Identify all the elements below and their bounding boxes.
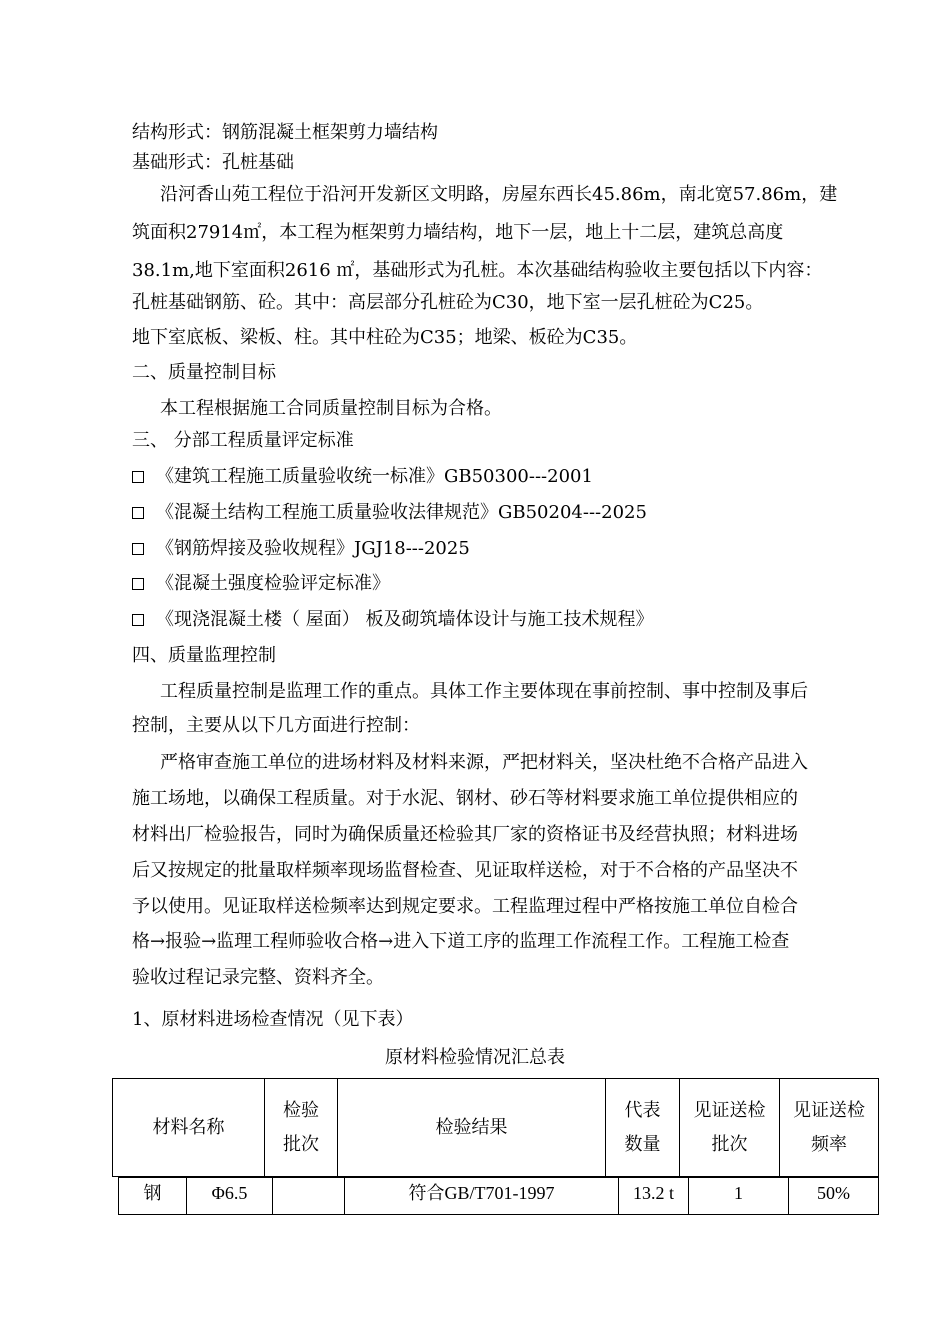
structure-line: 结构形式：钢筋混凝土框架剪力墙结构 bbox=[132, 122, 438, 143]
standard-item: 《混凝土结构工程施工质量验收法律规范》GB50204---2025 bbox=[132, 501, 647, 525]
overview-paragraph-line: 筑面积27914㎡，本工程为框架剪力墙结构，地下一层，地上十二层，建筑总高度 bbox=[132, 222, 784, 243]
table-row bbox=[119, 1178, 879, 1215]
overview-paragraph-line: 地下室底板、梁板、柱。其中柱砼为C35；地梁、板砼为C35。 bbox=[132, 327, 638, 348]
quality-target-text: 本工程根据施工合同质量控制目标为合格。 bbox=[160, 398, 502, 419]
standard-item: 《混凝土强度检验评定标准》 bbox=[132, 572, 390, 596]
overview-paragraph-line: 沿河香山苑工程位于沿河开发新区文明路，房屋东西长45.86m，南北宽57.86m，建 bbox=[160, 184, 838, 205]
materials-paragraph-line: 格→报验→监理工程师验收合格→进入下道工序的监理工作流程工作。工程施工检查 bbox=[132, 931, 790, 952]
table-title: 原材料检验情况汇总表 bbox=[385, 1047, 565, 1068]
overview-paragraph-line: 38.1m,地下室面积2616 ㎡，基础形式为孔桩。本次基础结构验收主要包括以下内容： bbox=[132, 260, 823, 281]
checkbox-icon bbox=[132, 578, 144, 590]
header-result: 检验结果 bbox=[338, 1079, 606, 1177]
header-witness-rate: 见证送检 频率 bbox=[780, 1079, 879, 1177]
overview-paragraph-line: 孔桩基础钢筋、砼。其中：高层部分孔桩砼为C30，地下室一层孔桩砼为C25。 bbox=[132, 292, 764, 313]
supervision-paragraph-line: 控制，主要从以下几方面进行控制： bbox=[132, 715, 420, 736]
header-material-name: 材料名称 bbox=[113, 1079, 265, 1177]
materials-table-header bbox=[112, 1078, 879, 1177]
materials-paragraph-line: 严格审查施工单位的进场材料及材料来源，严把材料关，坚决杜绝不合格产品进入 bbox=[160, 752, 808, 773]
materials-paragraph-line: 予以使用。见证取样送检频率达到规定要求。工程监理过程中严格按施工单位自检合 bbox=[132, 896, 798, 917]
materials-paragraph-line: 施工场地，以确保工程质量。对于水泥、钢材、砂石等材料要求施工单位提供相应的 bbox=[132, 788, 798, 809]
materials-paragraph-line: 后又按规定的批量取样频率现场监督检查、见证取样送检，对于不合格的产品坚决不 bbox=[132, 860, 798, 881]
header-quantity: 代表 数量 bbox=[606, 1079, 680, 1177]
standard-item: 《建筑工程施工质量验收统一标准》GB50300---2001 bbox=[132, 465, 593, 489]
header-batch: 检验 批次 bbox=[265, 1079, 338, 1177]
cell-witness-rate: 50% bbox=[789, 1178, 879, 1215]
cell-quantity: 13.2 t bbox=[619, 1178, 689, 1215]
supervision-paragraph-line: 工程质量控制是监理工作的重点。具体工作主要体现在事前控制、事中控制及事后 bbox=[160, 681, 808, 702]
cell-batch bbox=[273, 1178, 345, 1215]
checkbox-icon bbox=[132, 507, 144, 519]
cell-material: 钢 bbox=[119, 1178, 187, 1215]
standard-item: 《钢筋焊接及验收规程》JGJ18---2025 bbox=[132, 537, 470, 561]
checkbox-icon bbox=[132, 543, 144, 555]
section-heading-standards: 三、 分部工程质量评定标准 bbox=[132, 430, 354, 451]
checkbox-icon bbox=[132, 614, 144, 626]
subsection-heading-materials: 1、原材料进场检查情况（见下表） bbox=[132, 1009, 414, 1030]
cell-result: 符合GB/T701-1997 bbox=[345, 1178, 619, 1215]
standard-item: 《现浇混凝土楼（ 屋面） 板及砌筑墙体设计与施工技术规程》 bbox=[132, 608, 653, 632]
materials-paragraph-line: 验收过程记录完整、资料齐全。 bbox=[132, 967, 384, 988]
checkbox-icon bbox=[132, 471, 144, 483]
section-heading-quality-target: 二、质量控制目标 bbox=[132, 362, 276, 383]
materials-table-body bbox=[118, 1177, 878, 1215]
materials-paragraph-line: 材料出厂检验报告，同时为确保质量还检验其厂家的资格证书及经营执照；材料进场 bbox=[132, 824, 798, 845]
cell-witness-batch: 1 bbox=[689, 1178, 789, 1215]
header-witness-batch: 见证送检 批次 bbox=[680, 1079, 780, 1177]
cell-spec: Φ6.5 bbox=[187, 1178, 273, 1215]
section-heading-supervision: 四、质量监理控制 bbox=[132, 645, 276, 666]
foundation-line: 基础形式：孔桩基础 bbox=[132, 152, 294, 173]
